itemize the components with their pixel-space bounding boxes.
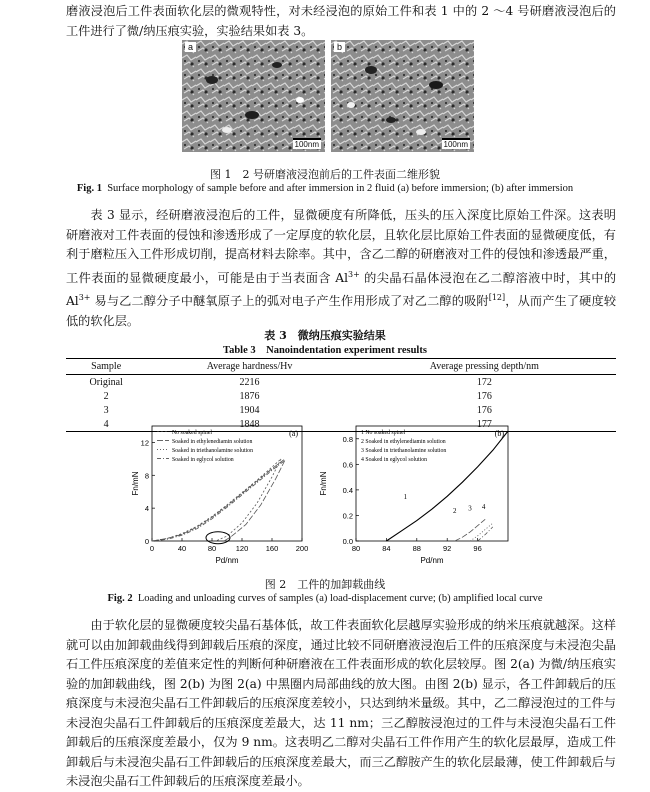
cell: 172 — [476, 376, 492, 388]
cell: 1904 — [239, 404, 260, 416]
series-line — [455, 519, 485, 541]
panel-label-a: a — [185, 42, 196, 52]
series-line — [470, 523, 493, 541]
y-tick-label: 8 — [144, 471, 149, 481]
figure1-caption-cn: 图 1 2 号研磨液浸泡前后的工件表面二维形貌 — [210, 168, 440, 181]
legend-entry: Soaked in triethanolamine solution — [172, 448, 253, 454]
panel-label: (b) — [494, 429, 504, 438]
y-tick-label: 12 — [140, 438, 149, 448]
figure2-label-en: Fig. 2 — [107, 593, 133, 604]
figure1-panel-a — [182, 40, 325, 152]
legend-entry: 2 Soaked in ethylenediamin solution — [361, 439, 446, 445]
curve-label: 2 — [453, 506, 457, 515]
paragraph-intro: 磨液浸泡后工件表面软化层的微观特性，对未经浸泡的原始工件和表 1 中的 2 ～4 号研磨液浸泡后的工件进行了微/纳压痕实验，实验结果如表 3。 — [66, 4, 616, 38]
para-mid-text-4: ，从而产生了硬度较低的软化层。 — [66, 294, 617, 328]
y-axis-label: Fn/mN — [319, 471, 328, 496]
legend-entry: No soaked spinel — [172, 430, 212, 436]
surface-texture-a — [182, 40, 325, 152]
cell: 1848 — [146, 417, 352, 432]
legend-entry: 4 Soaked in eglycol solution — [361, 457, 428, 463]
cell: 2 — [103, 390, 109, 402]
legend-entry: 3 Soaked in triethanolamine solution — [361, 448, 447, 454]
legend-entry: 1 No soaked spinel — [361, 430, 406, 436]
series-line — [216, 459, 281, 541]
figure2-caption-cn: 图 2 工件的加卸载曲线 — [264, 578, 386, 591]
paragraph-figure2-discussion: 由于软化层的显微硬度较尖晶石基体低，故工件表面软化层越厚实验形成的纳米压痕就越深。这样就可以由加卸载曲线得到卸载后压痕的深度，通过比较不同研磨液浸泡后工件的压痕深度与未浸泡尖晶石工件压痕深度的差值来定性的判断何种研磨液在工件表面形成的软化层较厚。图 2(a) 为微/纳压痕实验的加卸载曲线，图 2(b) 为图 2(a) 中黑圈内局部曲线的放大图。由图 2(b) 显示，各工件卸载后的压痕深度与未浸泡尖晶石工件卸载后的压痕深度差较小，只达到纳米量级。其中，乙二醇浸泡过的工件与未浸泡尖晶石工件卸载后的压痕深度差最大，达 11 nm；三乙醇胺浸泡过的工件与未浸泡尖晶石工件卸载后的压痕深度差最小，仅为 9 nm。这表明乙二醇对尖晶石工件作用产生的软化层最厚，造成工件卸载后与未浸泡尖晶石工件卸载后的压痕深度差最大，而三乙醇胺产生的软化层最薄，使工件卸载后与未浸泡尖晶石工件卸载后的压痕深度差最小。 — [66, 618, 616, 788]
curve-label: 3 — [468, 504, 472, 513]
x-tick-label: 160 — [265, 544, 279, 553]
y-tick-label: 0 — [144, 537, 149, 546]
para-mid-text-1: 表 3 显示，经研磨液浸泡后的工件，显微硬度有所降低，压头的压入深度比原始工件深。这表明研磨液对工件表面的侵蚀和渗透形成了一定厚度的软化层，且软化层比原始工件表面的显微硬度低，有利于磨粒压入工件形成切削，提高材料去除率。其中，含乙二醇的研磨液对工件的侵蚀和渗透最严重，工件表面的显微硬度最小，可能是由于当表面含 Al — [66, 208, 616, 285]
x-tick-label: 40 — [177, 544, 187, 553]
scale-bar-b: 100nm — [443, 140, 468, 149]
col-header-hardness: Average hardness/Hv — [146, 359, 352, 375]
table-header-row — [66, 359, 616, 375]
curve-label: 4 — [481, 503, 486, 512]
x-tick-label: 84 — [382, 544, 391, 553]
surface-texture-b — [331, 40, 474, 152]
col-header-depth: Average pressing depth/nm — [353, 359, 616, 375]
x-axis-label: Pd/nm — [420, 556, 444, 565]
table-row — [66, 375, 616, 390]
figure1-panel-b — [331, 40, 474, 152]
cell: 177 — [353, 417, 616, 432]
y-axis-label: Fn/mN — [131, 471, 140, 496]
figure2-caption-en — [0, 593, 650, 604]
cell: 4 — [66, 417, 146, 432]
scale-bar-a: 100nm — [294, 140, 319, 149]
figure2-caption-en-text: Loading and unloading curves of samples (a) load-displacement curve; (b) amplified local curve — [137, 593, 543, 604]
chart-b — [318, 418, 518, 573]
y-tick-label: 4 — [144, 504, 149, 514]
figure1-label-en: Fig. 1 — [76, 183, 102, 194]
cell: 3 — [103, 404, 109, 416]
para-mid-text-3: 易与乙二醇分子中醚氧原子上的弧对电子产生作用形成了对乙二醇的吸附 — [90, 294, 489, 309]
para-mid-text-2: 的尖晶石晶体浸泡在乙二醇溶液中时，其中的 Al — [66, 270, 617, 309]
curve-label: 1 — [403, 492, 408, 501]
series-line — [152, 459, 281, 541]
y-tick-label: 0.6 — [342, 460, 353, 470]
cell: 176 — [476, 404, 492, 416]
table-row — [66, 403, 616, 417]
citation-12: [12] — [488, 293, 506, 303]
panel-label-b: b — [334, 42, 345, 52]
legend-entry: Soaked in ethylenediamin solution — [172, 439, 253, 445]
x-tick-label: 88 — [412, 544, 421, 553]
paragraph-table-discussion — [66, 206, 616, 331]
chart-a — [130, 418, 315, 573]
y-tick-label: 0.2 — [342, 511, 353, 521]
x-tick-label: 120 — [235, 544, 249, 553]
col-header-sample: Sample — [66, 359, 146, 375]
x-tick-label: 80 — [351, 544, 361, 553]
table3-title-cn: 表 3 微纳压痕实验结果 — [264, 329, 386, 342]
figure1-caption-en-text: Surface morphology of sample before and after immersion in 2 fluid (a) before immersion; (b) after immersion — [107, 183, 574, 194]
y-tick-label: 0.4 — [342, 485, 353, 495]
table3-title-en: Table 3 Nanoindentation experiment results — [223, 345, 427, 356]
x-axis-label: Pd/nm — [215, 556, 239, 565]
cell: 176 — [476, 390, 492, 402]
x-tick-label: 80 — [207, 544, 217, 553]
y-tick-label: 0.8 — [342, 434, 353, 444]
cell: Original — [89, 376, 123, 388]
superscript-al-2: 3+ — [78, 293, 91, 303]
superscript-al-1: 3+ — [347, 269, 360, 279]
x-tick-label: 92 — [443, 544, 452, 553]
cell: 1876 — [239, 390, 260, 402]
series-line — [152, 460, 284, 541]
series-line — [152, 461, 285, 542]
series-line — [152, 460, 284, 541]
cell: 2216 — [239, 376, 260, 388]
figure1-caption-en — [0, 183, 650, 194]
x-tick-label: 200 — [295, 544, 309, 553]
x-tick-label: 96 — [473, 544, 482, 553]
panel-label: (a) — [289, 429, 298, 438]
highlight-circle — [206, 532, 230, 544]
x-tick-label: 0 — [149, 544, 155, 553]
table-row — [66, 389, 616, 403]
y-tick-label: 0.0 — [342, 537, 353, 546]
legend-entry: Soaked in eglycol solution — [172, 457, 234, 463]
